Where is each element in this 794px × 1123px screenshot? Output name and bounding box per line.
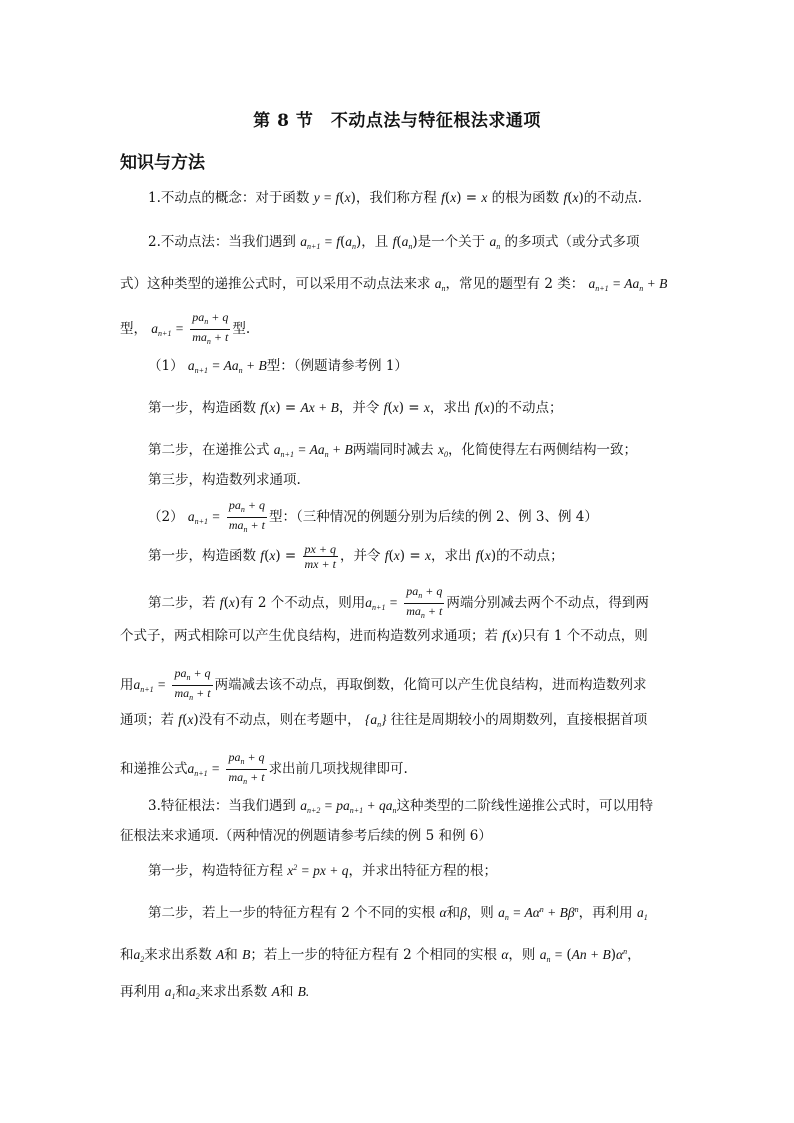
text: ，再利用 (578, 905, 633, 921)
text: 是一个关于 (417, 234, 486, 250)
formula: f (392, 234, 397, 249)
formula: f (563, 190, 568, 205)
paragraph-line: 征根法来求通项.（两种情况的例题请参考后续的例 5 和例 6） (120, 828, 492, 844)
page-title: 第 8 节 不动点法与特征根法求通项 (253, 111, 541, 131)
text: 个式子，两式相除可以产生优良结构，进而构造数列求通项；若 (120, 628, 498, 644)
text: 和递推公式 (120, 761, 188, 777)
formula: $\{a_n\}$ (364, 712, 387, 729)
paragraph-fixed-point-concept: 1.不动点的概念：对于函数 y = f(x)，我们称方程 f(x) = x 的根为函数 f(x)的不动点. (148, 190, 643, 206)
paragraph-line (120, 666, 647, 705)
fraction: $\frac{px + q}{mx + t}$ (304, 542, 336, 571)
text: ；若上一步的特征方程有 2 个相同的实根 (250, 947, 498, 963)
text: 用 (120, 677, 134, 693)
text: 第二步，若上一步的特征方程有 2 个不同的实根 (148, 905, 436, 921)
text: 有 2 个不动点，则用 (240, 595, 366, 611)
formula: f (474, 400, 479, 415)
text: 型：（三种情况的例题分别为后续的例 2、例 3、例 4） (268, 509, 598, 525)
text: 这种类型的二阶线性递推公式时，可以用特 (396, 798, 653, 814)
text: ， (627, 947, 641, 963)
text: 第一步，构造函数 (148, 400, 256, 416)
formula: $a_2$ (189, 984, 200, 1001)
paragraph-line (120, 274, 667, 299)
formula: $a_{n+1}$ = (187, 761, 221, 778)
paragraph-line: 个式子，两式相除可以产生优良结构，进而构造数列求通项；若 f(x)只有 1 个不动点，则 (120, 628, 648, 644)
text: 第一步，构造函数 (148, 548, 256, 564)
formula: $x^2$ = px + q (287, 863, 349, 878)
formula: y = f (313, 190, 340, 205)
paragraph-line: 通项；若 f(x)没有不动点，则在考题中， $\{a_n\}$ 往往是周期较小的周期数列，直接根据首项 (120, 712, 648, 729)
case-1-heading (148, 356, 408, 381)
text: 的不动点； (495, 400, 563, 416)
text: （2） (148, 509, 184, 525)
formula: A (271, 984, 280, 999)
formula: B. (297, 984, 310, 999)
text: ，且 (361, 234, 389, 250)
text: ，并令 (339, 548, 381, 564)
formula: α (501, 947, 509, 962)
text: ，常见的题型有 2 类： (445, 276, 585, 292)
section-heading: 知识与方法 (120, 153, 205, 173)
case-2-step-1: 第一步，构造函数 f(x) = $\frac{px + q}{mx + t}$ ，并令 f(x) = x，求出 f(x)的不动点； (148, 542, 564, 571)
formula: β (460, 905, 467, 920)
text: 只有 1 个不动点，则 (522, 628, 648, 644)
formula: $a_1$ (636, 905, 648, 922)
text: 的根为函数 (491, 190, 560, 206)
text: 的不动点； (496, 548, 564, 564)
text: ，求出 (430, 548, 472, 564)
fraction: $pa_n + q$ $ma_n + t$ (228, 750, 265, 786)
case-1-step-2 (148, 440, 637, 465)
text: ，并令 (338, 400, 380, 416)
text: ，化简使得左右两侧结构一致； (447, 442, 637, 458)
formula: $a_{n+1}$ = (133, 677, 167, 694)
text: 和 (279, 984, 294, 1000)
text: ，则 (466, 905, 494, 921)
paragraph-line (120, 750, 408, 789)
text: 和 (446, 905, 461, 921)
text: ，并求出特征方程的根； (348, 863, 498, 879)
text: 第一步，构造特征方程 (148, 863, 283, 879)
text: 和 (175, 984, 190, 1000)
text: 两端分别减去两个不动点，得到两 (446, 595, 649, 611)
text: 第二步，在递推公式 (148, 442, 270, 458)
text: 两端同时减去 (352, 442, 434, 458)
formula: $a_n$ (489, 234, 501, 251)
paragraph-line (120, 310, 250, 349)
text: 和 (120, 947, 134, 963)
formula: $a_2$ (133, 947, 145, 964)
text: 型：（例题请参考例 1） (266, 358, 408, 374)
formula: $a_{n+1} = Aa_n + B$ (588, 276, 668, 293)
formula: $a_{n+2} = pa_{n+1} + qa_n$ (300, 798, 397, 815)
text: 的多项式（或分式多项 (504, 234, 640, 250)
text: 没有不动点，则在考题中， (198, 712, 361, 728)
formula: $a_{n+1}$ = (187, 509, 221, 526)
formula: $a_n$ (434, 276, 446, 293)
text: 3.特征根法：当我们遇到 (148, 798, 296, 814)
formula: $a_{n+1} = f$ (300, 234, 340, 251)
fraction: $pa_n + q$ $ma_n + t$ (228, 498, 265, 534)
formula: α (439, 905, 447, 920)
text: 式）这种类型的递推公式时，可以采用不动点法来求 (120, 276, 431, 292)
formula: $x_0$ (437, 442, 448, 459)
formula: f (219, 595, 224, 610)
formula: f (475, 548, 480, 563)
text: 来求出系数 (199, 984, 268, 1000)
formula: B (242, 947, 251, 962)
char-step-1 (148, 858, 497, 881)
text: 两端减去该不动点，再取倒数，化简可以产生优良结构，进而构造数列求 (214, 677, 647, 693)
text: 通项；若 (120, 712, 174, 728)
paragraph-fixed-point-method: 2.不动点法：当我们遇到 $a_{n+1} = f(a_n)$，且 $f(a_n)$是一个关于 $a_n$ 的多项式（或分式多项 (148, 234, 640, 251)
formula: $a_n = A\alpha^n + B\beta^n$ (498, 905, 579, 922)
paragraph-characteristic-root (148, 796, 653, 821)
formula: $a_n$ = (539, 947, 567, 964)
text: 和 (224, 947, 238, 963)
text: 求出前几项找规律即可. (268, 761, 408, 777)
formula: f (384, 548, 389, 563)
formula: f (441, 190, 445, 205)
text: 2.不动点法：当我们遇到 (148, 234, 296, 250)
paragraph-line: 和$a_2$来求出系数 A和 B；若上一步的特征方程有 2 个相同的实根 α，则 $a_n = (An + B)\alpha^n$， (120, 947, 641, 964)
formula: $a_{n+1} = Aa_n + B$ (273, 442, 353, 459)
formula: $a_{n+1} = Aa_n + B$ (187, 358, 267, 375)
fraction: $pa_n + q$ $ma_n + t$ (174, 666, 211, 702)
case-1-step-3: 第三步，构造数列求通项. (148, 472, 301, 488)
fraction: $pa_n + q$ $ma_n + t$ (406, 584, 443, 620)
paragraph-line (120, 982, 309, 1007)
case-2-step-2: 第二步，若 f(x)有 2 个不动点，则用$a_{n+1}$ = $pa_n + q$ $ma_n + t$ 两端分别减去两个不动点，得到两 (148, 584, 649, 623)
text: 1.不动点的概念：对于函数 (148, 190, 310, 206)
formula: f (502, 628, 507, 643)
formula: f (260, 400, 265, 415)
text: ，求出 (429, 400, 471, 416)
text: 型. (232, 321, 251, 337)
text: ，则 (508, 947, 536, 963)
text: 型， (120, 321, 147, 337)
text: 的不动点. (583, 190, 643, 206)
text: 往往是周期较小的周期数列，直接根据首项 (390, 712, 648, 728)
case-2-heading (148, 498, 598, 537)
formula: f (383, 400, 388, 415)
formula: f (260, 548, 265, 563)
text: 再利用 (120, 984, 161, 1000)
formula: $a_{n+1}$ = (151, 321, 184, 338)
text: （1） (148, 358, 184, 374)
formula: f (178, 712, 183, 727)
text: ，我们称方程 (355, 190, 437, 206)
text: 第二步，若 (148, 595, 216, 611)
text: 来求出系数 (144, 947, 212, 963)
formula: $a_1$ (164, 984, 176, 1001)
char-step-2 (148, 900, 648, 928)
fraction: $pa_n + q$ $ma_n + t$ (192, 310, 229, 346)
formula: $a_{n+1}$ = (365, 595, 398, 612)
formula: A (216, 947, 225, 962)
case-1-step-1: 第一步，构造函数 f(x) = Ax + B，并令 f(x) = x，求出 f(x)的不动点； (148, 400, 563, 416)
